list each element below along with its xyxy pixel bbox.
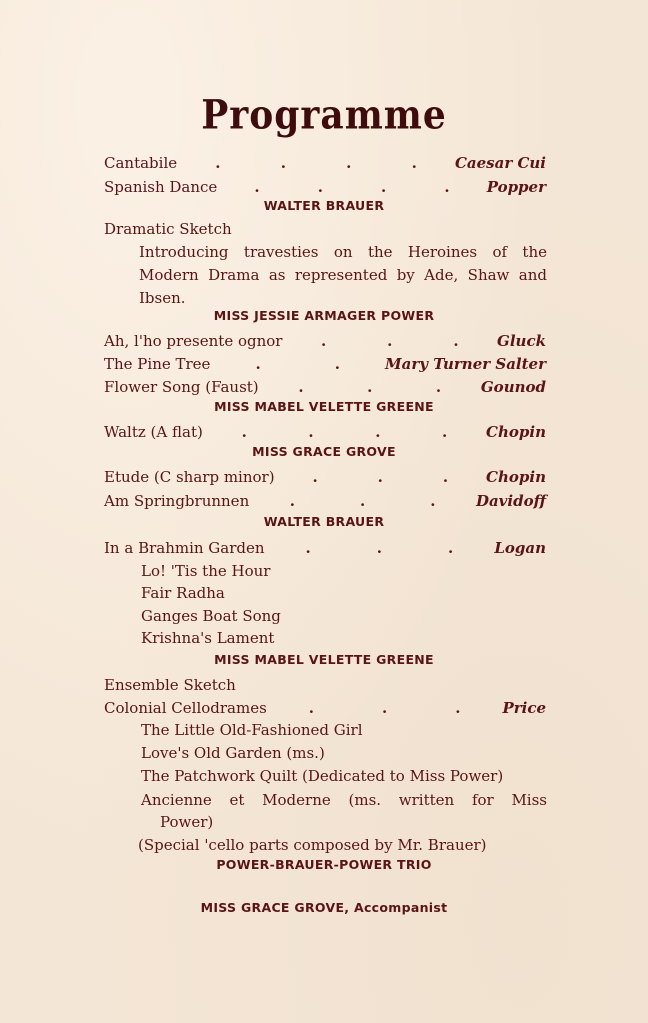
performer: MISS GRACE GROVE bbox=[252, 444, 396, 459]
sub-piece: Power) bbox=[160, 813, 214, 831]
piece-title: The Pine Tree bbox=[104, 355, 211, 373]
programme-item bbox=[104, 152, 546, 174]
leader-dots: . . . bbox=[320, 332, 459, 350]
leader-dots: . . . bbox=[305, 539, 454, 557]
leader-dots: . . . bbox=[298, 378, 442, 396]
composer: Chopin bbox=[486, 423, 546, 441]
programme-item bbox=[104, 466, 546, 488]
accompanist-footer: MISS GRACE GROVE, Accompanist bbox=[200, 900, 448, 915]
sub-piece: Love's Old Garden (ms.) bbox=[141, 744, 325, 762]
piece-title: Waltz (A flat) bbox=[104, 423, 203, 441]
composer: Gluck bbox=[497, 332, 546, 350]
performer: POWER-BRAUER-POWER TRIO bbox=[216, 857, 432, 872]
sub-piece: Lo! 'Tis the Hour bbox=[141, 562, 271, 580]
performer: MISS JESSIE ARMAGER POWER bbox=[213, 308, 435, 323]
composer: Mary Turner Salter bbox=[385, 355, 546, 373]
programme-item bbox=[104, 490, 546, 512]
leader-dots: . . . bbox=[312, 468, 449, 486]
composer: Popper bbox=[486, 178, 546, 196]
composer: Davidoff bbox=[475, 492, 546, 510]
leader-dots: . . . . bbox=[241, 423, 448, 441]
sub-piece: Ganges Boat Song bbox=[141, 607, 281, 625]
composer: Price bbox=[502, 699, 546, 717]
description-line: Modern Drama as represented by Ade, Shaw and bbox=[139, 266, 547, 284]
piece-title: Flower Song (Faust) bbox=[104, 378, 259, 396]
piece-title: Cantabile bbox=[104, 154, 178, 172]
programme-item bbox=[104, 330, 546, 352]
performer: MISS MABEL VELETTE GREENE bbox=[214, 399, 434, 414]
piece-title: Ah, l'ho presente ognor bbox=[104, 332, 283, 350]
performer: WALTER BRAUER bbox=[263, 514, 385, 529]
piece-title: Ensemble Sketch bbox=[104, 676, 236, 694]
leader-dots: . . . bbox=[289, 492, 436, 510]
piece-title: Spanish Dance bbox=[104, 178, 218, 196]
programme-item bbox=[104, 537, 546, 559]
description-line: Introducing travesties on the Heroines of the bbox=[139, 243, 547, 261]
sub-piece: Krishna's Lament bbox=[141, 629, 275, 647]
piece-title: In a Brahmin Garden bbox=[104, 539, 265, 557]
sub-piece: The Little Old-Fashioned Girl bbox=[141, 721, 363, 739]
programme-item bbox=[104, 421, 546, 443]
page-title: Programme bbox=[201, 91, 447, 139]
note: (Special 'cello parts composed by Mr. Brauer) bbox=[138, 836, 487, 854]
programme-item bbox=[104, 353, 546, 375]
performer: WALTER BRAUER bbox=[263, 198, 385, 213]
composer: Chopin bbox=[486, 468, 546, 486]
leader-dots: . . . . bbox=[215, 154, 417, 172]
piece-title: Am Springbrunnen bbox=[104, 492, 250, 510]
programme-item bbox=[104, 176, 546, 198]
leader-dots: . . . . bbox=[254, 178, 450, 196]
performer: MISS MABEL VELETTE GREENE bbox=[214, 652, 434, 667]
leader-dots: . . bbox=[255, 355, 340, 373]
piece-title: Etude (C sharp minor) bbox=[104, 468, 275, 486]
description-line: Ibsen. bbox=[139, 289, 186, 307]
composer: Caesar Cui bbox=[454, 154, 546, 172]
piece-title: Colonial Cellodrames bbox=[104, 699, 267, 717]
sub-piece: Fair Radha bbox=[141, 584, 225, 602]
leader-dots: . . . bbox=[308, 699, 461, 717]
composer: Logan bbox=[494, 539, 546, 557]
composer: Gounod bbox=[480, 378, 546, 396]
sub-piece: The Patchwork Quilt (Dedicated to Miss Power) bbox=[141, 767, 504, 785]
programme-item bbox=[104, 697, 546, 719]
sub-piece: Ancienne et Moderne (ms. written for Miss bbox=[141, 791, 547, 809]
piece-title: Dramatic Sketch bbox=[104, 220, 232, 238]
programme-item bbox=[104, 376, 546, 398]
